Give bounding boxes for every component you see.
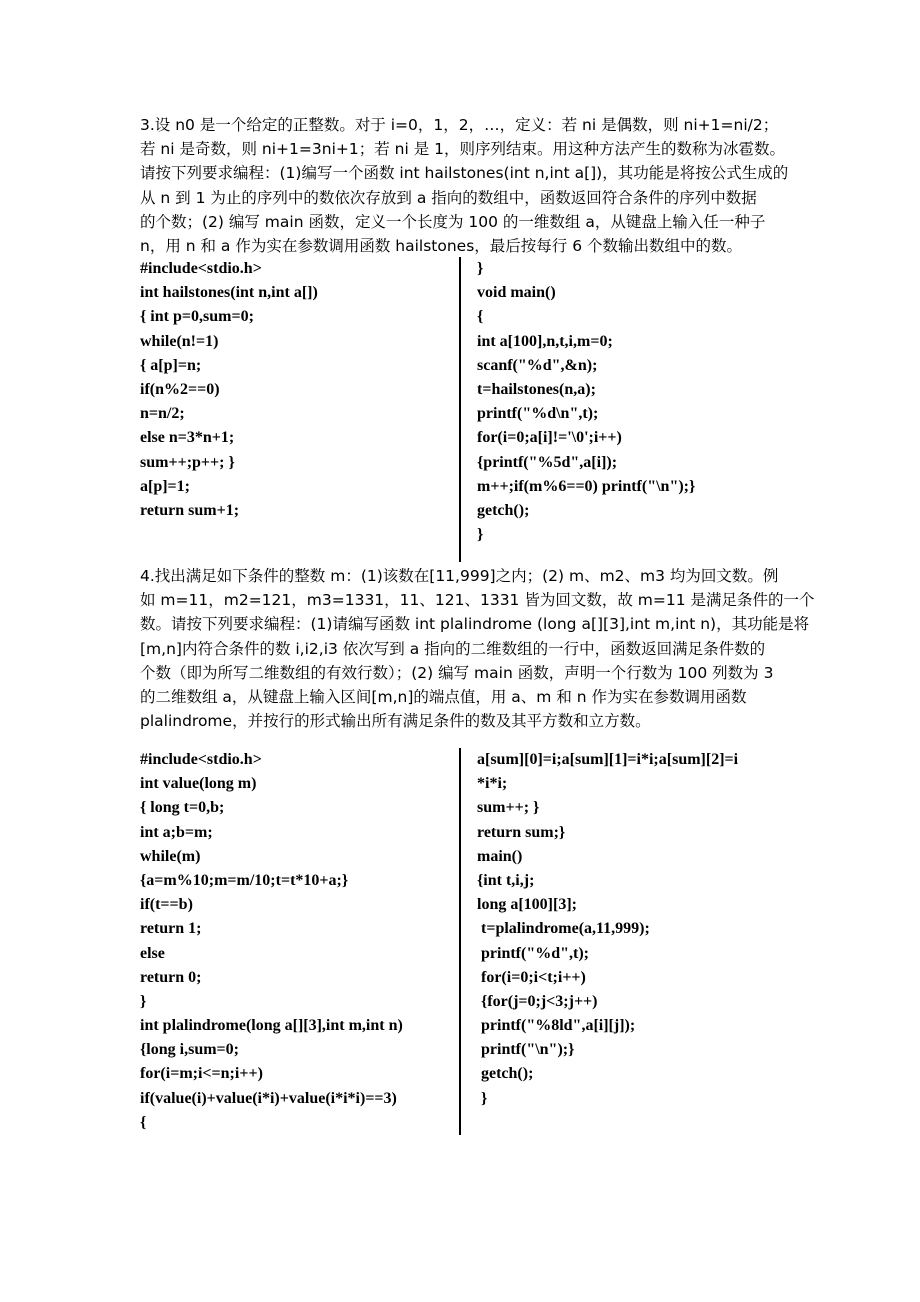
column-divider (459, 748, 461, 1135)
code-line: for(i=m;i<=n;i++) (140, 1065, 263, 1083)
code-line: main() (477, 847, 523, 865)
code-line: { a[p]=n; (140, 356, 202, 374)
code-line: int a;b=m; (140, 823, 213, 841)
text-line: 请按下列要求编程：(1)编写一个函数 int hailstones(int n,int a[])，其功能是将按公式生成的 (140, 164, 789, 183)
code-line: n=n/2; (140, 405, 185, 423)
code-line: if(t==b) (140, 896, 193, 914)
code-line: printf("%d\n",t); (477, 405, 599, 423)
code-line: a[p]=1; (140, 477, 190, 495)
code-line: if(n%2==0) (140, 380, 220, 398)
text-line: 如 m=11，m2=121，m3=1331，11、121、1331 皆为回文数，故 m=11 是满足条件的一个 (140, 591, 815, 610)
code-line: scanf("%d",&n); (477, 356, 598, 374)
code-line: } (140, 992, 147, 1010)
text-line: 从 n 到 1 为止的序列中的数依次存放到 a 指向的数组中，函数返回符合条件的序列中数据 (140, 188, 757, 207)
code-line: {for(j=0;j<3;j++) (477, 992, 598, 1010)
code-line: #include<stdio.h> (140, 260, 262, 277)
code-line: } (477, 260, 484, 277)
code-line: sum++; } (477, 799, 540, 817)
code-line: printf("%8ld",a[i][j]); (477, 1017, 636, 1035)
problem-4-code-right (477, 748, 797, 1111)
code-line: *i*i; (477, 775, 508, 793)
text-line: 3.设 n0 是一个给定的正整数。对于 i=0，1，2，…，定义：若 ni 是偶数，则 ni+1=ni/2； (140, 116, 779, 134)
code-line: int a[100],n,t,i,m=0; (477, 332, 613, 350)
code-line: int value(long m) (140, 775, 257, 793)
code-line: else (140, 944, 165, 962)
code-line: return sum+1; (140, 501, 240, 519)
problem-3-code-right (477, 257, 787, 547)
code-line: } (477, 1089, 488, 1107)
code-line: void main() (477, 284, 556, 302)
code-line: a[sum][0]=i;a[sum][1]=i*i;a[sum][2]=i (477, 751, 739, 768)
code-line: {printf("%5d",a[i]); (477, 453, 618, 471)
code-line: { (477, 308, 484, 326)
code-line: if(value(i)+value(i*i)+value(i*i*i)==3) (140, 1089, 397, 1107)
code-line: m++;if(m%6==0) printf("\n");} (477, 477, 696, 495)
code-line: return 1; (140, 920, 202, 938)
text-line: n，用 n 和 a 作为实在参数调用函数 hailstones，最后按每行 6 个数输出数组中的数。 (140, 237, 743, 256)
text-line: 4.找出满足如下条件的整数 m：(1)该数在[11,999]之内；(2) m、m2、m3 均为回文数。例 (140, 567, 779, 585)
text-line: [m,n]内符合条件的数 i,i2,i3 依次写到 a 指向的二维数组的一行中，函数返回满足条件数的 (140, 639, 766, 658)
code-line: sum++;p++; } (140, 453, 235, 471)
code-line: getch(); (477, 1065, 534, 1083)
code-line: {a=m%10;m=m/10;t=t*10+a;} (140, 871, 349, 889)
code-line: int plalindrome(long a[][3],int m,int n) (140, 1017, 403, 1035)
code-line: int hailstones(int n,int a[]) (140, 284, 318, 302)
code-line: for(i=0;a[i]!='\0';i++) (477, 429, 622, 447)
code-line: printf("\n");} (477, 1041, 575, 1059)
problem-3-text (140, 113, 789, 258)
code-line: for(i=0;i<t;i++) (477, 968, 586, 986)
code-line: t=plalindrome(a,11,999); (477, 920, 650, 938)
text-line: 个数（即为所写二维数组的有效行数）；(2) 编写 main 函数，声明一个行数为 100 列数为 3 (140, 663, 774, 682)
code-line: } (477, 526, 484, 544)
code-line: #include<stdio.h> (140, 751, 262, 768)
code-line: else n=3*n+1; (140, 429, 235, 447)
problem-3-code-left (140, 257, 450, 523)
code-line: getch(); (477, 501, 530, 519)
text-line: 数。请按下列要求编程：(1)请编写函数 int plalindrome (long a[][3],int m,int n)，其功能是将 (140, 615, 810, 634)
code-line: return sum;} (477, 823, 566, 841)
text-line: 若 ni 是奇数，则 ni+1=3ni+1；若 ni 是 1，则序列结束。用这种方法产生的数称为冰雹数。 (140, 140, 785, 159)
code-line: { long t=0,b; (140, 799, 225, 817)
code-line: while(m) (140, 847, 201, 865)
code-line: { (140, 1113, 147, 1131)
code-line: long a[100][3]; (477, 896, 577, 914)
code-line: t=hailstones(n,a); (477, 380, 596, 398)
code-line: {long i,sum=0; (140, 1041, 239, 1059)
column-divider (459, 257, 461, 562)
code-line: while(n!=1) (140, 332, 219, 350)
code-line: {int t,i,j; (477, 871, 535, 889)
code-line: { int p=0,sum=0; (140, 308, 254, 326)
problem-4-text (140, 564, 815, 733)
text-line: 的个数；(2) 编写 main 函数，定义一个长度为 100 的一维数组 a，从键盘上输入任一种子 (140, 212, 766, 231)
text-line: plalindrome，并按行的形式输出所有满足条件的数及其平方数和立方数。 (140, 712, 651, 731)
code-line: return 0; (140, 968, 202, 986)
code-line: printf("%d",t); (477, 944, 589, 962)
text-line: 的二维数组 a，从键盘上输入区间[m,n]的端点值，用 a、m 和 n 作为实在参数调用函数 (140, 688, 747, 707)
problem-4-code-left (140, 748, 454, 1135)
